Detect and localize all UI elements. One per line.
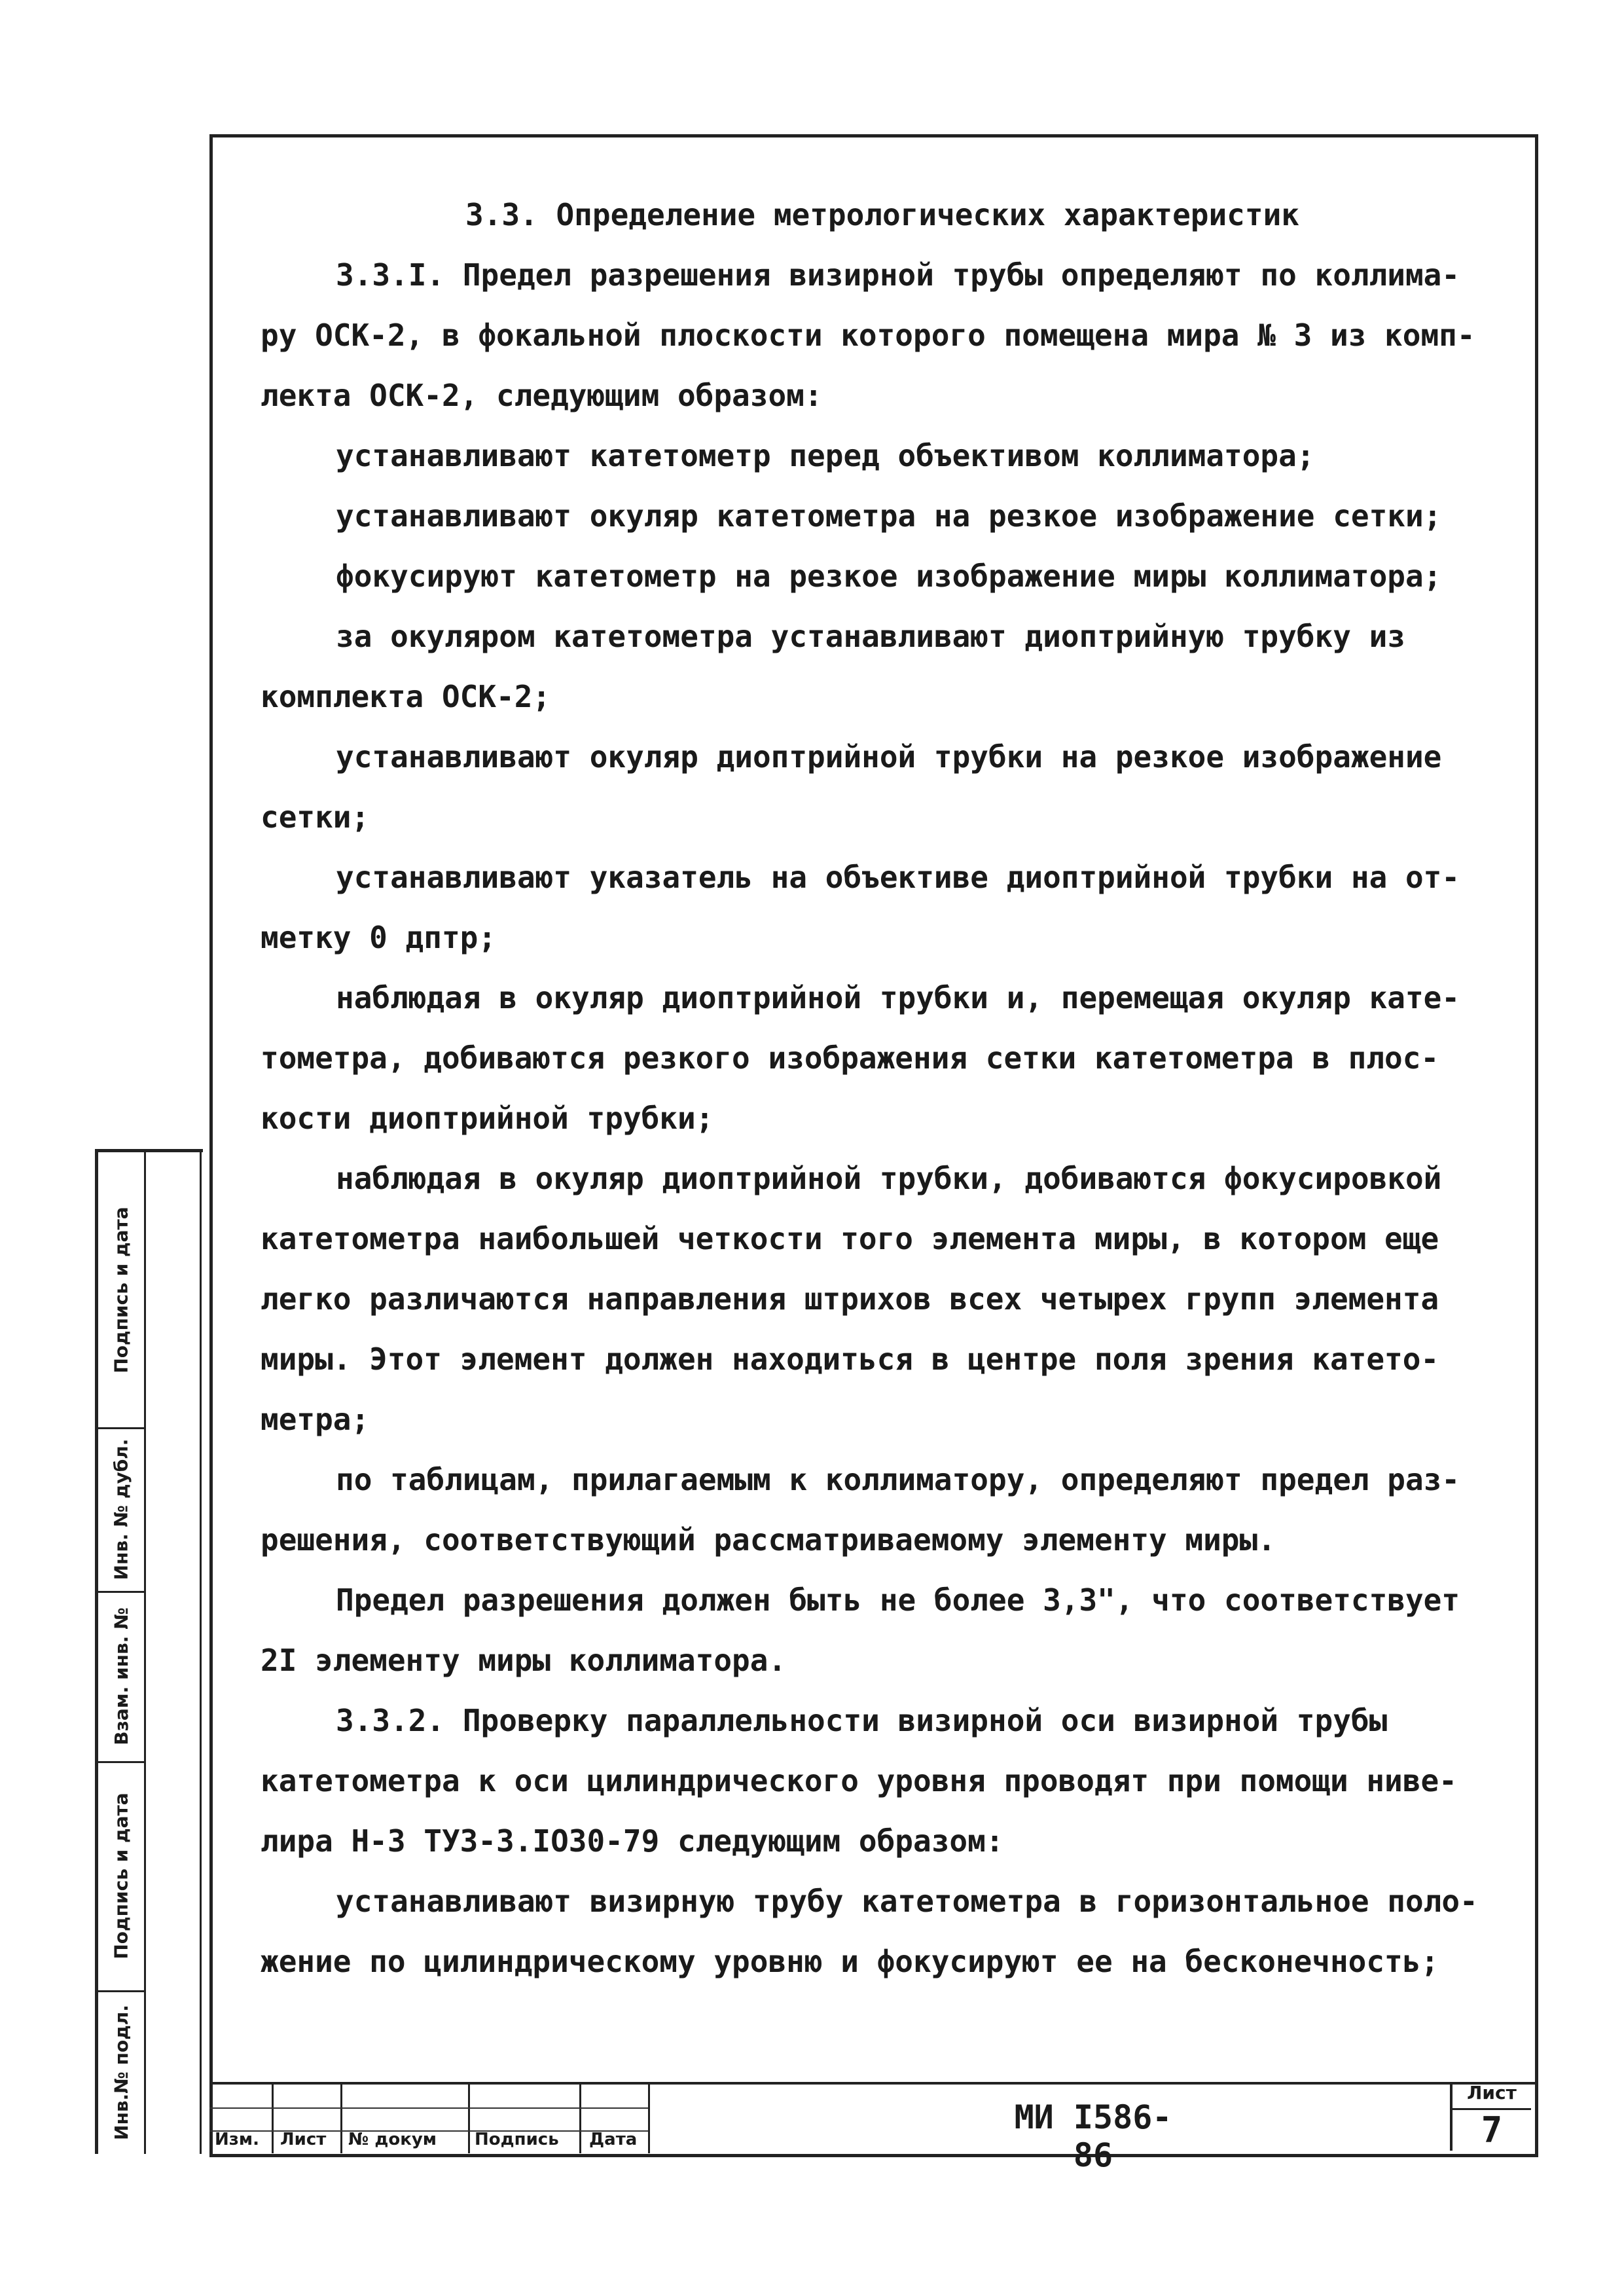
text-line: 3.3.I. Предел разрешения визирной трубы определяют по коллима- xyxy=(336,257,1460,293)
margin-stamp-values xyxy=(144,1152,202,2154)
text-line: фокусируют катетометр на резкое изображение миры коллиматора; xyxy=(336,558,1442,594)
text-line: 2I элементу миры коллиматора. xyxy=(261,1643,787,1678)
text-line: метку 0 дптр; xyxy=(261,920,497,955)
text-line: устанавливают окуляр диоптрийной трубки на резкое изображение xyxy=(336,739,1442,774)
text-line: устанавливают катетометр перед объективом коллиматора; xyxy=(336,438,1315,473)
text-line: устанавливают окуляр катетометра на резкое изображение сетки; xyxy=(336,498,1442,534)
text-line: легко различаются направления штрихов всех четырех групп элемента xyxy=(261,1281,1439,1317)
text-line: решения, соответствующий рассматриваемому элементу миры. xyxy=(261,1522,1276,1558)
stamp-label-dup-inv: Инв. № дубл. xyxy=(110,1438,132,1580)
stamp-label-orig-inv: Инв.№ подл. xyxy=(110,2004,132,2140)
title-block-col-doc-no: № докум xyxy=(348,2130,437,2149)
text-line: лира Н-3 ТУ3-3.IO30-79 следующим образом: xyxy=(261,1823,1004,1859)
text-line: наблюдая в окуляр диоптрийной трубки, добиваются фокусировкой xyxy=(336,1161,1442,1196)
title-block-col-signature: Подпись xyxy=(475,2130,559,2149)
text-line: миры. Этот элемент должен находиться в центре поля зрения катето- xyxy=(261,1341,1439,1377)
sheet-number: 7 xyxy=(1481,2109,1503,2151)
document-number: МИ I586-86 xyxy=(1014,2098,1172,2174)
text-line: ру ОСК-2, в фокальной плоскости которого помещена мира № 3 из комп- xyxy=(261,318,1475,353)
text-line: метра; xyxy=(261,1402,370,1437)
stamp-label-ref-inv: Взам. инв. № xyxy=(110,1607,132,1745)
title-block-col-sheet: Лист xyxy=(280,2130,327,2149)
margin-stamp xyxy=(95,1149,203,2154)
text-line: Предел разрешения должен быть не более 3,3", что соответствует xyxy=(336,1582,1460,1618)
stamp-cell xyxy=(98,1152,144,1429)
text-line: наблюдая в окуляр диоптрийной трубки и, перемещая окуляр кате- xyxy=(336,980,1460,1015)
sheet-label: Лист xyxy=(1453,2082,1531,2110)
sheet-box xyxy=(1450,2082,1531,2151)
title-block-col-date: Дата xyxy=(589,2130,638,2149)
text-line: тометра, добиваются резкого изображения сетки катетометра в плос- xyxy=(261,1040,1439,1076)
section-heading: 3.3. Определение метрологических характеристик xyxy=(465,197,1299,232)
text-line: по таблицам, прилагаемым к коллиматору, определяют предел раз- xyxy=(336,1462,1460,1497)
title-block xyxy=(209,2082,1535,2153)
text-line: 3.3.2. Проверку параллельности визирной оси визирной трубы xyxy=(336,1703,1388,1738)
stamp-cell xyxy=(98,1990,144,2154)
stamp-cell xyxy=(98,1427,144,1593)
document-body xyxy=(261,185,1504,1992)
stamp-cell xyxy=(98,1761,144,1992)
stamp-label-signature-date-2: Подпись и дата xyxy=(110,1792,132,1959)
text-line: катетометра наибольшей четкости того элемента миры, в котором еще xyxy=(261,1221,1439,1256)
text-line: жение по цилиндрическому уровню и фокусируют ее на бесконечность; xyxy=(261,1944,1439,1979)
text-line: кости диоптрийной трубки; xyxy=(261,1101,714,1136)
stamp-label-signature-date: Подпись и дата xyxy=(110,1206,132,1374)
text-line: за окуляром катетометра устанавливают диоптрийную трубку из xyxy=(336,619,1405,654)
text-line: устанавливают указатель на объективе диоптрийной трубки на от- xyxy=(336,860,1460,895)
text-line: устанавливают визирную трубу катетометра в горизонтальное поло- xyxy=(336,1884,1478,1919)
text-line: сетки; xyxy=(261,799,370,835)
text-line: катетометра к оси цилиндрического уровня проводят при помощи ниве- xyxy=(261,1763,1457,1798)
text-line: комплекта ОСК-2; xyxy=(261,679,551,714)
text-line: лекта ОСК-2, следующим образом: xyxy=(261,378,823,413)
title-block-col-change: Изм. xyxy=(215,2130,259,2149)
stamp-cell xyxy=(98,1591,144,1763)
